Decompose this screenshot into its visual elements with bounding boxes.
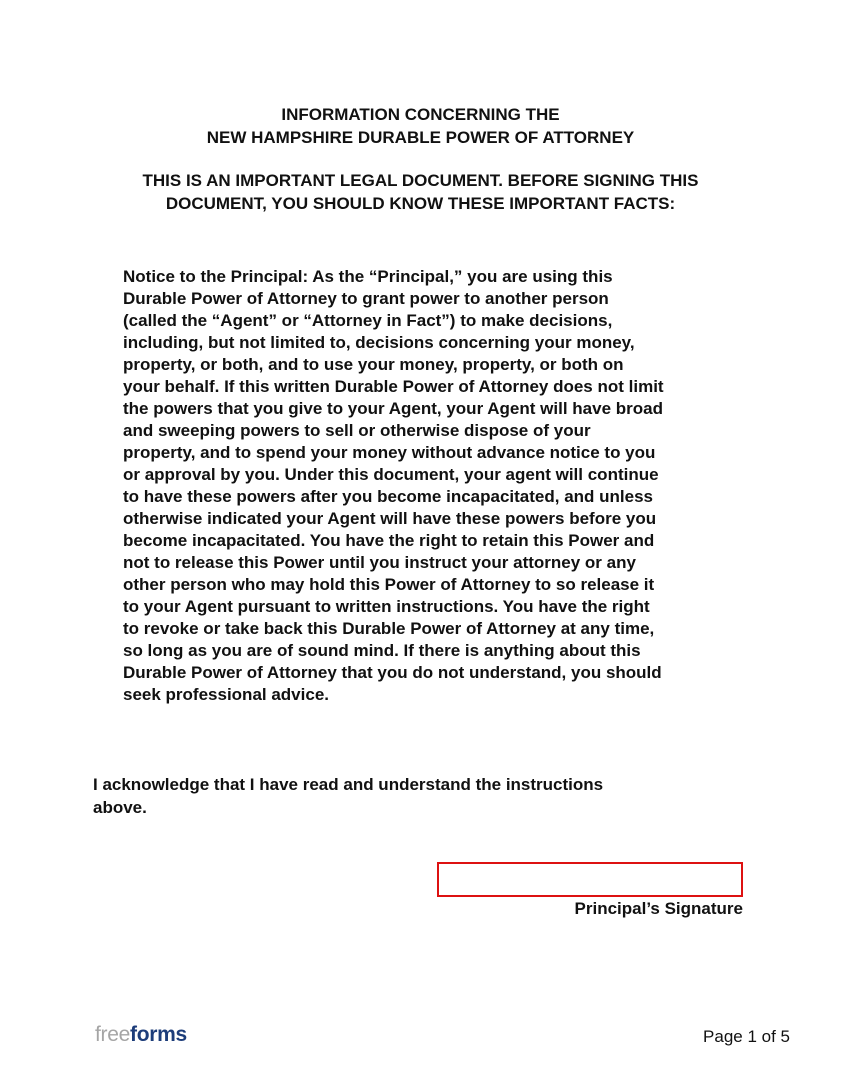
page-indicator: Page 1 of 5 <box>703 1027 790 1046</box>
acknowledgment-text: I acknowledge that I have read and understand the instructions above. <box>93 775 604 817</box>
principal-signature-label: Principal’s Signature <box>574 899 743 918</box>
document-title: INFORMATION CONCERNING THE NEW HAMPSHIRE DURABLE POWER OF ATTORNEY <box>206 105 635 147</box>
principal-signature-field[interactable] <box>437 862 743 897</box>
logo-text-free: free <box>95 1023 130 1046</box>
logo-text-forms: forms <box>130 1023 187 1046</box>
notice-to-principal-paragraph: Notice to the Principal: As the “Principal,” you are using this Durable Power of Attorney to grant power to another person (called the “Agent” or “Attorney in Fact”) to make decisions, including, but not limited to, decisions concerning your money, property, or both, and to use your money, property, or both on your behalf. If this written Durable Power of Attorney does not limit the powers that you give to your Agent, your Agent will have broad and sweeping powers to sell or otherwise dispose of your property, and to spend your money without advance notice to you or approval by you. Under this document, your agent will continue to have these powers after you become incapacitated, and unless otherwise indicated your Agent will have these powers before you become incapacitated. You have the right to retain this Power and not to release this Power until you instruct your attorney or any other person who may hold this Power of Attorney to so release it to your Agent pursuant to written instructions. You have the right to revoke or take back this Durable Power of Attorney at any time, so long as you are of sound mind. If there is anything about this Durable Power of Attorney that you do not understand, you should seek professional advice. <box>123 267 664 704</box>
document-subtitle: THIS IS AN IMPORTANT LEGAL DOCUMENT. BEFORE SIGNING THIS DOCUMENT, YOU SHOULD KNOW THESE IMPORTANT FACTS: <box>142 171 699 213</box>
freeforms-logo[interactable] <box>95 1023 187 1047</box>
